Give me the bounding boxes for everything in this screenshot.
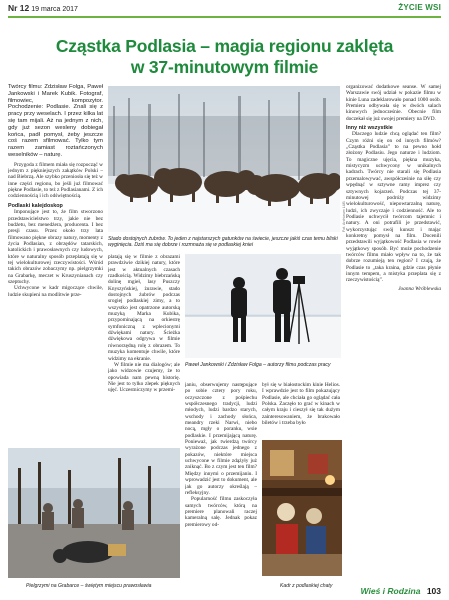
text-column-5: [346, 84, 441, 578]
bison-herd-image: [108, 86, 340, 232]
text-column-2: [108, 254, 180, 408]
article-title-line-1: Cząstka Podlasia – magia regionu zaklęta: [55, 36, 394, 56]
cottage-image: [262, 440, 342, 576]
paragraph: Imponujące jest to, że film stworzono przedstawicielstwo trzy, jakie nie bez budżetu, bez menedżera, producenta. I bez presji czasu. Przez około trzy lata filmowano piękne obrazy natury, momenty z życia Podlasian, z obrzędów tatarskich, katolickich i prawosławnych czy ludowych, które w naturalny sposób przeplatają się w tej wielokulturowej rzeczywistości. Wśród takich obrazów zobaczymy np. pielgrzymki na Grabarkę, meczet w Kruszynianach czy szeptuchy.: [8, 209, 103, 285]
photo-credit: Fot. Archiwum LUB: [342, 201, 346, 232]
article-lead: Twórcy filmu: Zdzisław Folga, Paweł Jankowski i Marek Kubik. Fotograf, filmowiec, kompozytor. Pochodzenie: Podlasie. Znali się z pracy przy weselach. I przez kilka lat się tam mijali. Aż na jednym z nich, gdy już sezon wesleny dobiegał końca, padł pomysł, żeby jeszcze coś razem sfilmować. Tylko tym razem zamiast roztańczonych weselników – naturę.: [8, 84, 103, 158]
page-footer: [361, 586, 441, 596]
cottage-photo: [262, 440, 342, 576]
bison-photo: [108, 86, 340, 232]
subheading: Inny niż wszystkie: [346, 125, 393, 132]
issue-number: Nr 12: [8, 3, 30, 13]
paragraph: Dlaczego ludzie chcą oglądać ten film? Czym różni się on od innych filmów? „Cząstka Podlasia” to na pewno hołd złożony Podlasiu. Jego naturze i ludziom. To magiczne ujęcia, piękna muzyka, mistycyzm uchwycony w unikalnych kadrach. Twórcy nie starali się Podlasia przemalowywać, awspółcześnie na siłę czy wpędnąć w sztywne ramy imprez czy sztywnych kojarzeń. Podczas tej 37-minutowej podróży widzimy wielokulturowość, niepowtarzalną naturę, ludzi, ich zwyczaje i codzienność. Ale to Podlasie uchwycił twórcom tajemnic i natury. A oni potrafili je przedstawić, wykorzystując swój kunszt i mając konkretny pomysł na film. Docenili przedstawili wyjątkowość Podlasia w rowie wyjątkowy sposób. Być może pochodzenie twórców filmu miało wpływ na to, że tak dobrze rozumieją ten region? I czują, że Podlasie to „taka kraina, gdzie czas płynie innym tempem, a mistyka przeplata się z rzeczywistością”.: [346, 131, 441, 284]
subheading: Podlaski kalejdoskop: [8, 202, 63, 209]
magazine-name: Wieś i Rodzina: [360, 586, 421, 596]
filmmakers-image: [185, 254, 341, 358]
paragraph: organizować dodatkowe seanse. W samej Warszawie swój udział w pokazie filmu w kinie Luna zadeklarowało ponad 1000 osób. Premiera odbywała się w dwóch salach kinowych jednocześnie. Obecnie film doczekał się już swojej premiery na DVD.: [346, 84, 441, 122]
paragraph: Uchwycone w kadr migoczące chwile, ludzie skupieni na modlitwie prze-: [8, 285, 103, 298]
page-number: 103: [426, 586, 441, 596]
section-label: ŻYCIE WSI: [398, 3, 441, 12]
text-column-3: [185, 382, 257, 580]
paragraph: platają się w filmie z obrazami prawdziwie dzikiej natury, które jest w aktualnych czasach rzadkością. Widzimy biebrzańską dolinę mgieł, lasy Puszczy Knyszyńskiej, żurawie, stado dostojnych żubrów podczas srogiej podlaskiej zimy, a to wszystko jest opatrzone autorską muzyką Marka Kubika, przypominającą na orkiestrę symfoniczną z wplecionymi dźwiękami natury. Ścieżka dźwiękowa odgrywa w filmie równorzędną rolę z obrazem. To muzyka komentuje chwile, które widzimy na ekranie.: [108, 254, 180, 362]
pilgrims-image: [8, 448, 180, 578]
filmmakers-caption: Paweł Jankowski i Zdzisław Folga – autorzy filmu podczas pracy: [185, 362, 331, 368]
text-column-4: [262, 382, 340, 434]
cottage-caption: Kadr z podlaskiej chaty: [280, 583, 333, 589]
article-title: [0, 36, 449, 78]
paragraph: Popularność filmu zaskoczyła samych twórców, którą na premiere planowali raczej kameralną salę. Jednak pokaz premierowy od-: [185, 496, 257, 528]
text-column-1: [8, 84, 103, 491]
pilgrims-photo: [8, 448, 180, 578]
pilgrims-caption: Pielgrzymi na Grabarce – świętym miejscu prawosławia: [26, 583, 152, 589]
issue-info: [8, 3, 78, 13]
paragraph: Przygoda z filmem miała się rozpocząć w jednym z piękniejszych zakątków Polski – nad Biebrzą. Ale szybko przeniosła się też w inne części regionu, bo jeśli już filmować piękne Podlasie, to też z Podlasianami. Z ich codziennością i ich odświętnością.: [8, 161, 103, 200]
paragraph: był się w białostockim kinie Helios. I wprawdzie jest to film pokazujący Podlasie, ale chciała go oglądać cała Polska. Zaczęło to grać w kinach w całym kraju i cieszył się tak dużym zainteresowaniem, że brakowało biletów i trzeba było: [262, 382, 340, 427]
article-title-line-2: w 37-minutowym filmie: [130, 57, 319, 77]
article-author: Joanna Wróblewska: [398, 285, 441, 292]
paragraph: janiu, obserwujemy następujące po sobie cztery pory roku, oczyszczone z pośpiechu współczesnego tradycji, ludzi młodych, ludzi bardzo starych, wschody i zachody słońca, meandry rzeki Narwi, niebo nocą, mgły o poranku, wsie podlaskie. I przemijającą naturę. Ponieważ, jak twierdzą twórcy wyrażone podczas jednego z pokazów, niektóre miejsca uchwycone w filmie zdążyły już zniknąć. Bo z czym jest ten film? Między innymi o przemijaniu. I wprowadzić jest to dokument, ale jak go autorzy określają – refleksyjny.: [185, 382, 257, 496]
header-rule: [8, 16, 441, 18]
paragraph: W filmie nie ma dialogów; ale jako widzowie czujemy, że to opowiada nam pewną historię. Nie jest to tylko zlepek pięknych ujęć. Uczestniczymy w przemi-: [108, 361, 180, 394]
bison-caption: Stado dostojnych żubrów. To jeden z najstarszych gatunków na świecie, jeszcze jakiś czas temu bliski wyginięcia. Dziś ma się dobrze i rozmnaża się w podlaskiej kniei: [108, 236, 338, 248]
issue-date: 19 marca 2017: [31, 6, 78, 13]
filmmakers-photo: [185, 254, 341, 358]
